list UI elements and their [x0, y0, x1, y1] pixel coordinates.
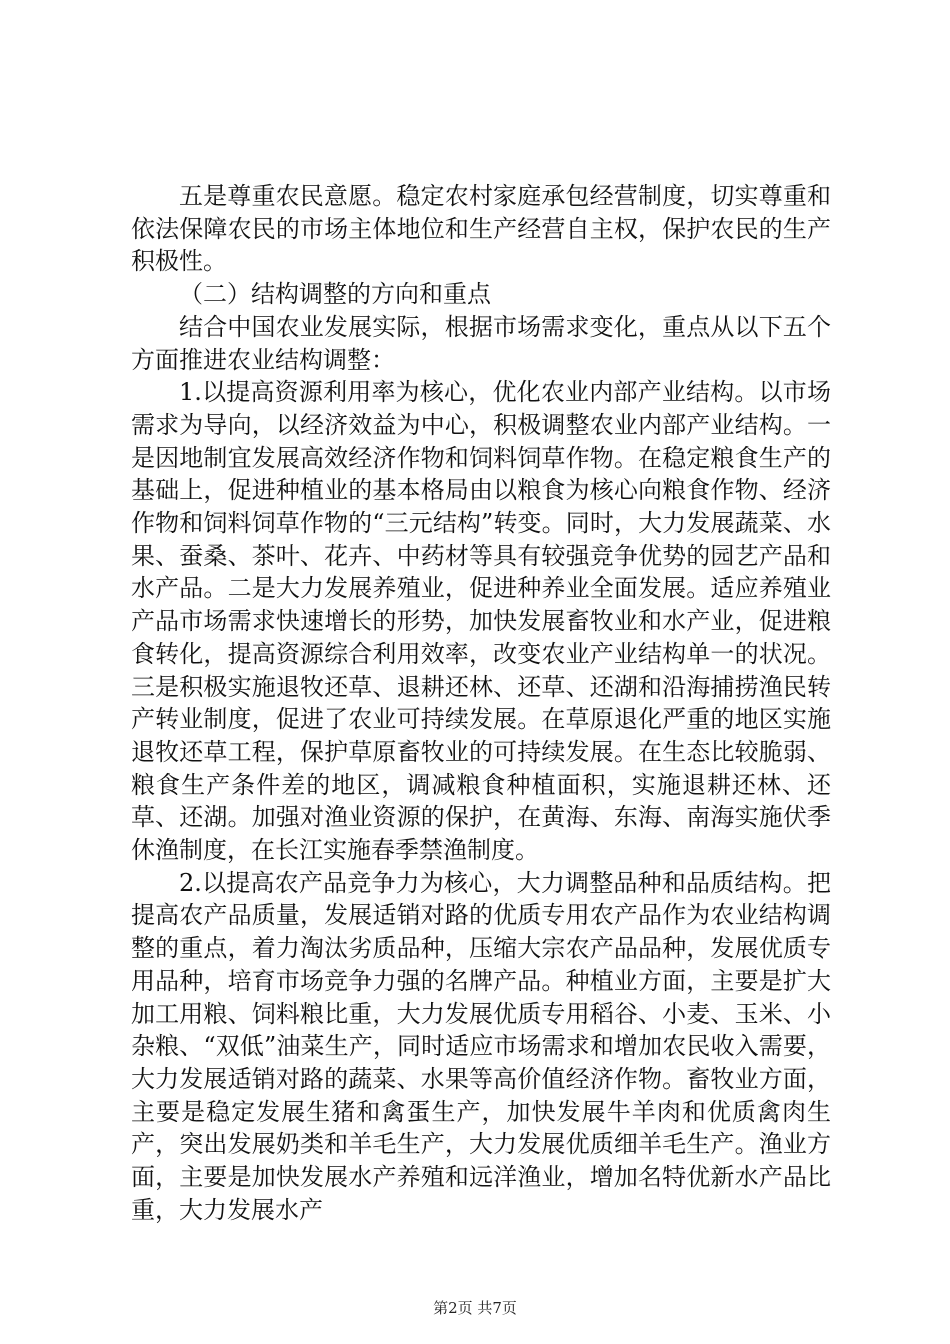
document-body: [131, 180, 831, 1227]
paragraph-point-2: 2.以提高农产品竞争力为核心，大力调整品种和品质结构。把提高农产品质量，发展适销对路的优质专用农产品作为农业结构调整的重点，着力淘汰劣质品种，压缩大宗农产品品种，发展优质专用品种，培育市场竞争力强的名牌产品。种植业方面，主要是扩大加工用粮、饲料粮比重，大力发展优质专用稻谷、小麦、玉米、小杂粮、“双低”油菜生产，同时适应市场需求和增加农民收入需要，大力发展适销对路的蔬菜、水果等高价值经济作物。畜牧业方面，主要是稳定发展生猪和禽蛋生产，加快发展牛羊肉和优质禽肉生产，突出发展奶类和羊毛生产，大力发展优质细羊毛生产。渔业方面，主要是加快发展水产养殖和远洋渔业，增加名特优新水产品比重，大力发展水产: [131, 868, 831, 1224]
paragraph-farmer-wishes: 五是尊重农民意愿。稳定农村家庭承包经营制度，切实尊重和依法保障农民的市场主体地位和生产经营自主权，保护农民的生产积极性。: [131, 182, 831, 276]
paragraph-intro: 结合中国农业发展实际，根据市场需求变化，重点从以下五个方面推进农业结构调整：: [131, 312, 831, 374]
page-footer: 第2页 共7页: [433, 1299, 517, 1317]
paragraph-point-1: 1.以提高资源利用率为核心，优化农业内部产业结构。以市场需求为导向，以经济效益为中心，积极调整农业内部产业结构。一是因地制宜发展高效经济作物和饲料饲草作物。在稳定粮食生产的基础上，促进种植业的基本格局由以粮食为核心向粮食作物、经济作物和饲料饲草作物的“三元结构”转变。同时，大力发展蔬菜、水果、蚕桑、茶叶、花卉、中药材等具有较强竞争优势的园艺产品和水产品。二是大力发展养殖业，促进种养业全面发展。适应养殖业产品市场需求快速增长的形势，加快发展畜牧业和水产业，促进粮食转化，提高资源综合利用效率，改变农业产业结构单一的状况。三是积极实施退牧还草、退耕还林、还草、还湖和沿海捕捞渔民转产转业制度，促进了农业可持续发展。在草原退化严重的地区实施退牧还草工程，保护草原畜牧业的可持续发展。在生态比较脆弱、粮食生产条件差的地区，调减粮食种植面积，实施退耕还林、还草、还湖。加强对渔业资源的保护，在黄海、东海、南海实施伏季休渔制度，在长江实施春季禁渔制度。: [131, 378, 831, 865]
section-heading: （二）结构调整的方向和重点: [179, 280, 491, 309]
